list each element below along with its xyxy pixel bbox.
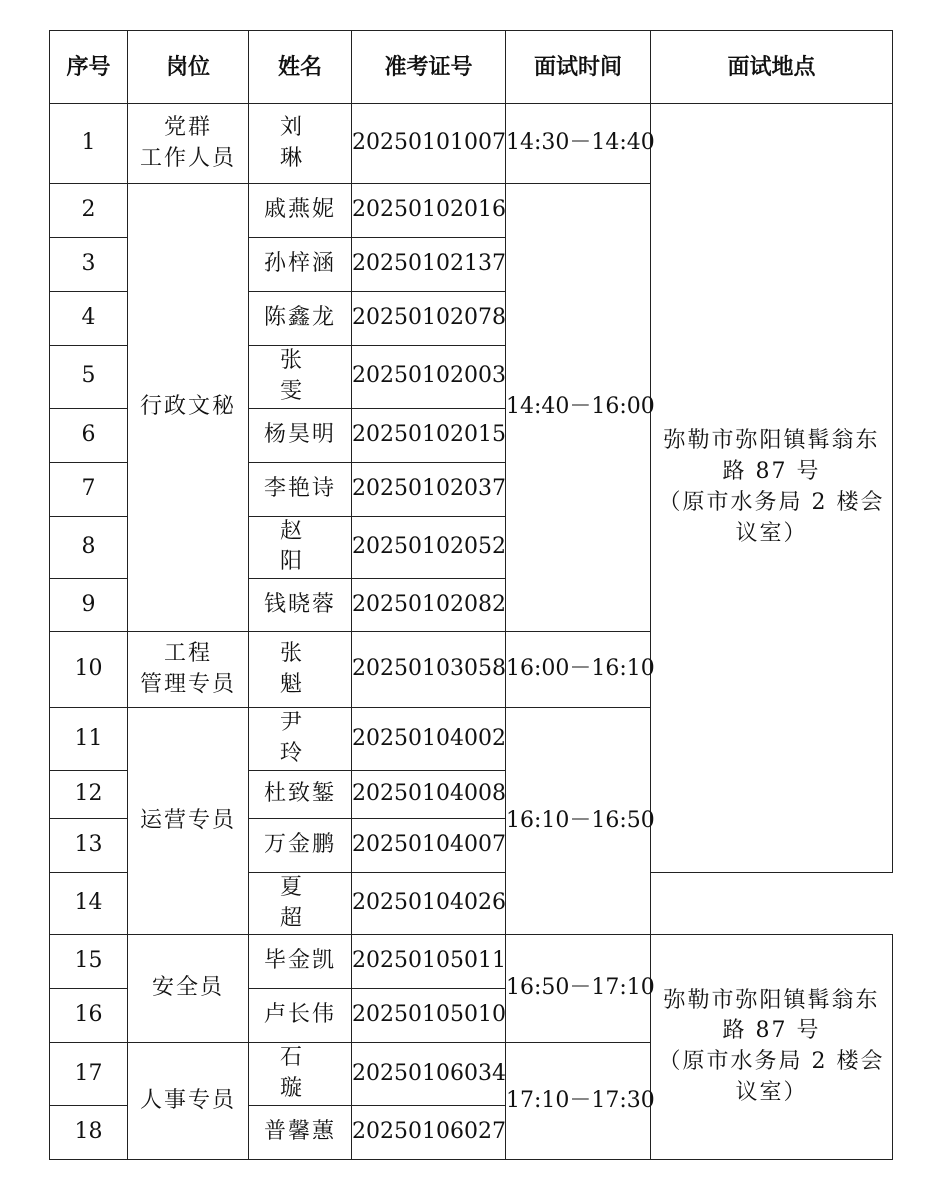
location-line: 弥勒市弥阳镇髯翁东 (663, 428, 880, 454)
header-exam-id: 准考证号 (352, 31, 506, 104)
location-cell (651, 935, 893, 1160)
name-cell: 张 魁 (249, 632, 352, 708)
row-no: 6 (50, 408, 128, 462)
name-cell: 孙梓涵 (249, 238, 352, 292)
row-no: 16 (50, 989, 128, 1043)
name-cell: 卢长伟 (249, 989, 352, 1043)
row-no: 2 (50, 184, 128, 238)
position-cell: 安全员 (128, 935, 249, 1043)
exam-id-cell: 20250102052 (352, 516, 506, 579)
location-cell (651, 104, 893, 873)
time-cell: 16:10－16:50 (506, 708, 651, 935)
exam-id-cell: 20250104026 (352, 872, 506, 935)
table-row (50, 104, 893, 184)
exam-id-cell: 20250102015 (352, 408, 506, 462)
location-line: 路 87 号 (722, 459, 821, 485)
time-cell: 14:40－16:00 (506, 184, 651, 632)
exam-id-cell: 20250105010 (352, 989, 506, 1043)
name-cell: 陈鑫龙 (249, 292, 352, 346)
name-cell: 万金鹏 (249, 818, 352, 872)
row-no: 7 (50, 462, 128, 516)
name-cell: 钱晓蓉 (249, 579, 352, 632)
row-no: 11 (50, 708, 128, 771)
row-no: 12 (50, 770, 128, 818)
header-no: 序号 (50, 31, 128, 104)
name-cell: 杜致錾 (249, 770, 352, 818)
name-cell: 石 璇 (249, 1043, 352, 1106)
time-cell: 16:00－16:10 (506, 632, 651, 708)
name-cell: 夏 超 (249, 872, 352, 935)
exam-id-cell: 20250106034 (352, 1043, 506, 1106)
name-cell: 尹 玲 (249, 708, 352, 771)
position-cell (128, 104, 249, 184)
name-cell: 李艳诗 (249, 462, 352, 516)
table-row (50, 935, 893, 989)
exam-id-cell: 20250104002 (352, 708, 506, 771)
row-no: 14 (50, 872, 128, 935)
row-no: 10 (50, 632, 128, 708)
row-no: 9 (50, 579, 128, 632)
header-name: 姓名 (249, 31, 352, 104)
time-cell: 16:50－17:10 (506, 935, 651, 1043)
position-cell: 行政文秘 (128, 184, 249, 632)
location-line: （原市水务局 2 楼会 (658, 489, 885, 515)
exam-id-cell: 20250102003 (352, 346, 506, 409)
exam-id-cell: 20250104007 (352, 818, 506, 872)
name-cell: 毕金凯 (249, 935, 352, 989)
exam-id-cell: 20250106027 (352, 1105, 506, 1159)
interview-schedule-table (49, 30, 893, 1160)
time-cell: 17:10－17:30 (506, 1043, 651, 1160)
exam-id-cell: 20250102016 (352, 184, 506, 238)
header-row (50, 31, 893, 104)
position-cell: 运营专员 (128, 708, 249, 935)
location-line: 弥勒市弥阳镇髯翁东 (663, 987, 880, 1013)
name-cell: 普馨蕙 (249, 1105, 352, 1159)
location-line: 路 87 号 (722, 1018, 821, 1044)
time-cell: 14:30－14:40 (506, 104, 651, 184)
position-line: 管理专员 (139, 671, 236, 697)
row-no: 8 (50, 516, 128, 579)
row-no: 5 (50, 346, 128, 409)
name-cell: 杨昊明 (249, 408, 352, 462)
row-no: 4 (50, 292, 128, 346)
name-cell: 赵 阳 (249, 516, 352, 579)
exam-id-cell: 20250105011 (352, 935, 506, 989)
row-no: 13 (50, 818, 128, 872)
row-no: 1 (50, 104, 128, 184)
name-cell: 张 雯 (249, 346, 352, 409)
location-line: （原市水务局 2 楼会 (658, 1049, 885, 1075)
exam-id-cell: 20250102078 (352, 292, 506, 346)
position-line: 党群 (163, 114, 212, 140)
row-no: 17 (50, 1043, 128, 1106)
exam-id-cell: 20250102037 (352, 462, 506, 516)
row-no: 18 (50, 1105, 128, 1159)
exam-id-cell: 20250104008 (352, 770, 506, 818)
header-time: 面试时间 (506, 31, 651, 104)
position-cell (128, 632, 249, 708)
position-cell: 人事专员 (128, 1043, 249, 1160)
exam-id-cell: 20250103058 (352, 632, 506, 708)
position-line: 工程 (163, 640, 212, 666)
exam-id-cell: 20250102137 (352, 238, 506, 292)
header-position: 岗位 (128, 31, 249, 104)
exam-id-cell: 20250101007 (352, 104, 506, 184)
exam-id-cell: 20250102082 (352, 579, 506, 632)
name-cell: 刘 琳 (249, 104, 352, 184)
name-cell: 戚燕妮 (249, 184, 352, 238)
row-no: 15 (50, 935, 128, 989)
location-line: 议室） (735, 520, 808, 546)
location-line: 议室） (735, 1079, 808, 1105)
row-no: 3 (50, 238, 128, 292)
header-location: 面试地点 (651, 31, 893, 104)
position-line: 工作人员 (139, 145, 236, 171)
